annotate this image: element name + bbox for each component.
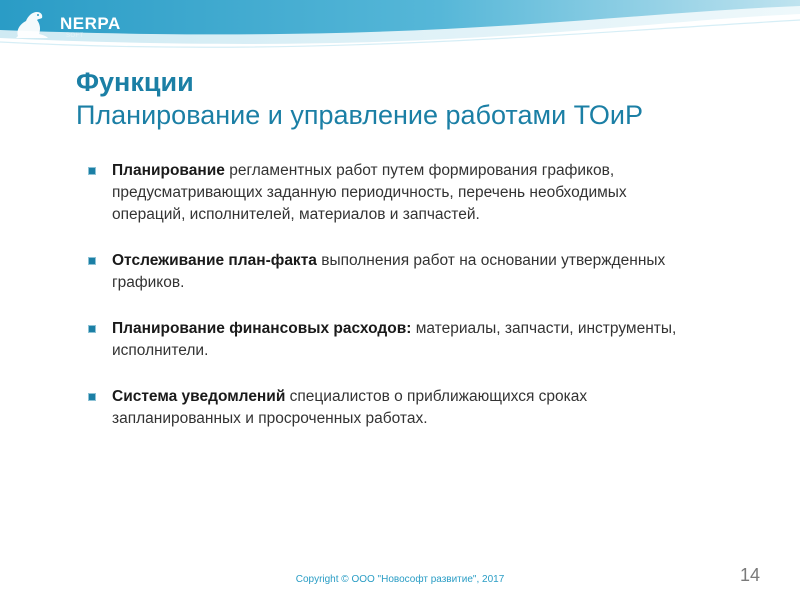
slide-number: 14 [739, 565, 760, 585]
slide-title [76, 66, 643, 132]
bullet-bold: Планирование финансовых расходов: [112, 320, 412, 337]
bullet-item [86, 160, 686, 226]
copyright-text: Copyright © ООО "Новософт развитие", 2017 [295, 574, 505, 585]
bullet-text: регламентных работ путем формирования графиков, предусматривающих заданную периодичность, перечень необходимых операций, исполнителей, материалов и запчастей. [112, 162, 627, 223]
bullet-item [86, 318, 686, 362]
title-line-2: Планирование и управление работами ТОиР [76, 100, 644, 130]
title-line-1: Функции [76, 67, 194, 97]
bullet-bold: Отслеживание план-факта [112, 252, 317, 269]
bullet-bold: Система уведомлений [112, 388, 286, 405]
bullet-square-icon [88, 167, 96, 175]
bullet-bold: Планирование [112, 162, 225, 179]
logo-subtitle: SOFT [66, 33, 84, 39]
logo-name: NERPA [60, 14, 121, 33]
bullet-square-icon [88, 325, 96, 333]
header-wave [0, 0, 800, 70]
bullet-text: материалы, запчасти, инструменты, исполнители. [112, 320, 677, 359]
bullet-item [86, 386, 686, 430]
seal-icon [10, 6, 54, 40]
nerpa-logo [10, 6, 121, 40]
bullet-square-icon [88, 257, 96, 265]
bullet-text: выполнения работ на основании утвержденных графиков. [112, 252, 666, 291]
bullet-list [86, 160, 686, 454]
bullet-text: специалистов о приближающихся сроках запланированных и просроченных работах. [112, 388, 588, 427]
bullet-square-icon [88, 393, 96, 401]
bullet-item [86, 250, 686, 294]
